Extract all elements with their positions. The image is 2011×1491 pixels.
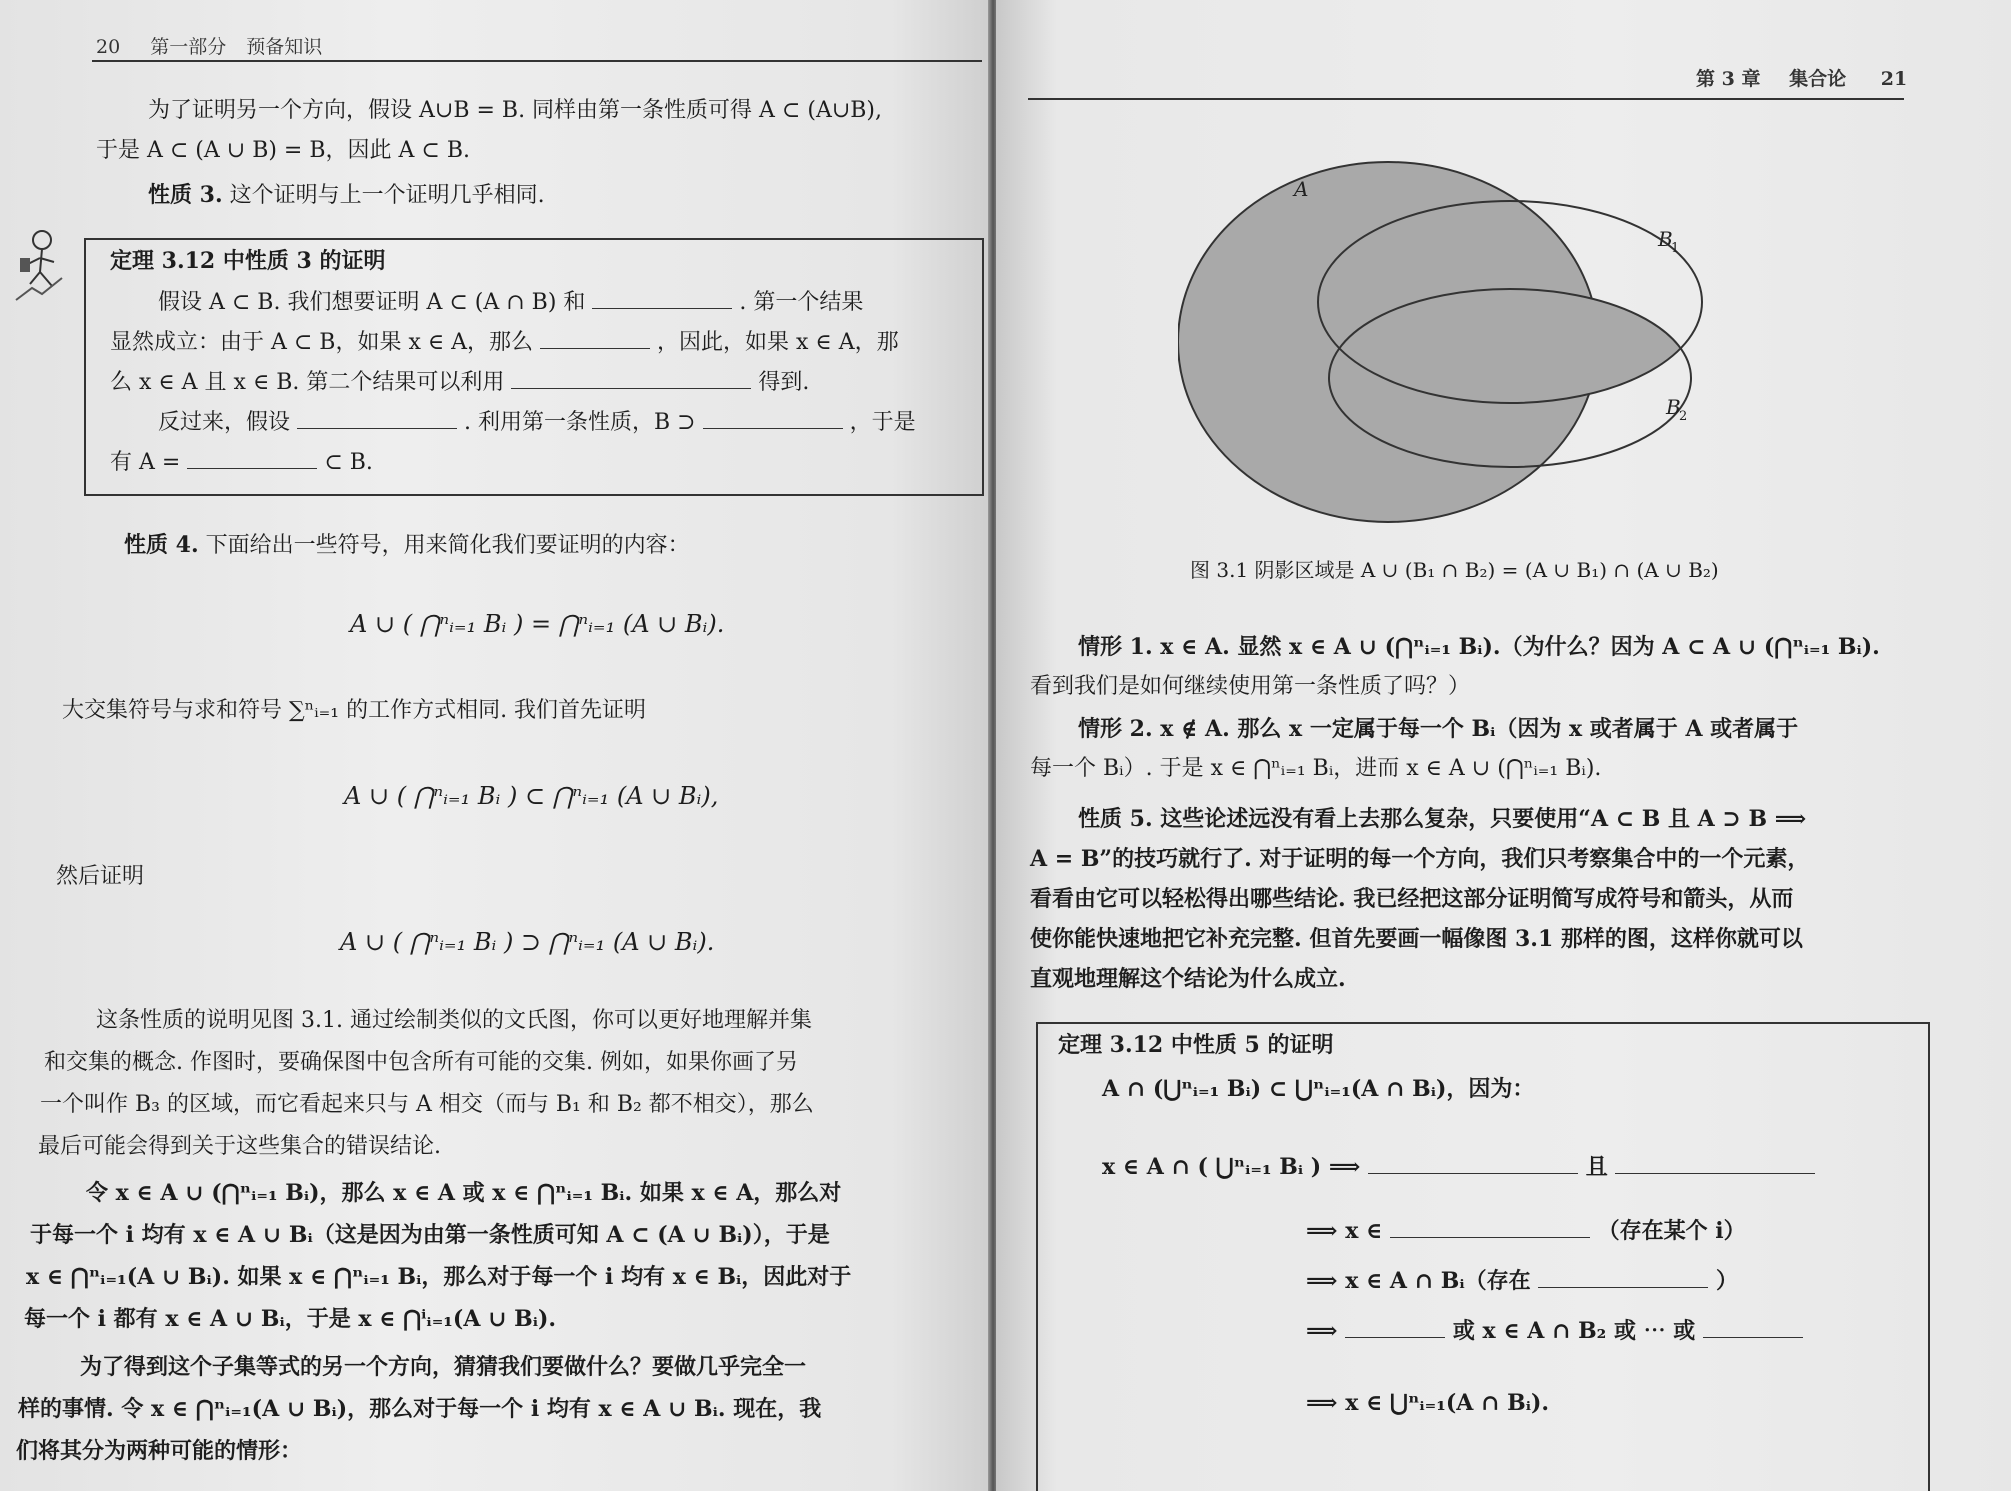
equation-2: A ∪ ( ⋂ⁿᵢ₌₁ Bᵢ ) ⊂ ⋂ⁿᵢ₌₁ (A ∪ Bᵢ),: [344, 782, 719, 810]
box-line: 假设 A ⊂ B. 我们想要证明 A ⊂ (A ∩ B) 和 . 第一个结果: [158, 290, 864, 315]
proof-step: x ∈ A ∩ ( ⋃ⁿᵢ₌₁ Bᵢ ) ⟹ 且: [1102, 1152, 1815, 1182]
paragraph-line: 直观地理解这个结论为什么成立.: [1030, 966, 1346, 992]
part-title: 预备知识: [246, 36, 323, 58]
proof-step: ⟹ x ∈ ⋃ⁿᵢ₌₁(A ∩ Bᵢ).: [1306, 1390, 1550, 1416]
paragraph-line: 们将其分为两种可能的情形：: [16, 1438, 303, 1464]
climber-icon: [12, 228, 70, 308]
paragraph-line: 最后可能会得到关于这些集合的错误结论.: [38, 1134, 441, 1159]
proof-box-property-5: [1036, 1022, 1930, 1491]
proof-step: ⟹ x ∈ （存在某个 i）: [1306, 1218, 1746, 1244]
chapter-title: 集合论: [1789, 68, 1847, 90]
box-line: 么 x ∈ A 且 x ∈ B. 第二个结果可以利用 得到.: [110, 370, 810, 395]
paragraph-line: 每一个 i 都有 x ∈ A ∪ Bᵢ，于是 x ∈ ⋂ⁱᵢ₌₁(A ∪ Bᵢ).: [24, 1306, 557, 1332]
header-rule: [1028, 98, 1904, 100]
paragraph-line: 看到我们是如何继续使用第一条性质了吗？）: [1030, 674, 1471, 699]
left-page: [0, 0, 990, 1491]
box-claim: A ∩ (⋃ⁿᵢ₌₁ Bᵢ) ⊂ ⋃ⁿᵢ₌₁(A ∩ Bᵢ)，因为：: [1102, 1076, 1535, 1102]
paragraph-line: 情形 1. x ∈ A. 显然 x ∈ A ∪ (⋂ⁿᵢ₌₁ Bᵢ).（为什么？因为 A ⊂ A ∪ (⋂ⁿᵢ₌₁ Bᵢ).: [1078, 634, 1880, 660]
proof-step: ⟹ x ∈ A ∩ Bᵢ（存在 ）: [1306, 1268, 1738, 1294]
fill-in-blank[interactable]: [297, 408, 457, 429]
equation-1: A ∪ ( ⋂ⁿᵢ₌₁ Bᵢ ) = ⋂ⁿᵢ₌₁ (A ∪ Bᵢ).: [350, 610, 725, 638]
fill-in-blank[interactable]: [1703, 1317, 1803, 1338]
paragraph-line: 这条性质的说明见图 3.1. 通过绘制类似的文氏图，你可以更好地理解并集: [96, 1008, 812, 1033]
page-number: 21: [1880, 68, 1908, 90]
paragraph-line: x ∈ ⋂ⁿᵢ₌₁(A ∪ Bᵢ). 如果 x ∈ ⋂ⁿᵢ₌₁ Bᵢ，那么对于每一个 i 均有 x ∈ Bᵢ，因此对于: [26, 1264, 852, 1290]
venn-label-B1: B: [1658, 227, 1673, 251]
fill-in-blank[interactable]: [1368, 1153, 1578, 1174]
page-header-right: [1696, 64, 1907, 91]
venn-label-B1-sub: 1: [1671, 241, 1680, 256]
property-text: 这个证明与上一个证明几乎相同.: [229, 183, 545, 208]
right-page: [996, 0, 2011, 1491]
box-line: 有 A = ⊂ B.: [110, 450, 373, 475]
paragraph-line: 为了得到这个子集等式的另一个方向，猜猜我们要做什么？要做几乎完全一: [80, 1354, 807, 1380]
fill-in-blank[interactable]: [1390, 1217, 1590, 1238]
figure-caption: 图 3.1 阴影区域是 A ∪ (B₁ ∩ B₂) = (A ∪ B₁) ∩ (A ∪ B₂): [1190, 558, 1719, 582]
property-text: 下面给出一些符号，用来简化我们要证明的内容：: [205, 533, 690, 558]
paragraph-line: 每一个 Bᵢ）. 于是 x ∈ ⋂ⁿᵢ₌₁ Bᵢ，进而 x ∈ A ∪ (⋂ⁿᵢ₌₁ Bᵢ).: [1030, 756, 1602, 781]
property-label: 性质 3.: [148, 182, 223, 208]
venn-label-B2-sub: 2: [1679, 409, 1688, 424]
paragraph-line: 然后证明: [56, 864, 145, 889]
paragraph-line: 看看由它可以轻松得出哪些结论. 我已经把这部分证明简写成符号和箭头，从而: [1030, 886, 1794, 912]
fill-in-blank[interactable]: [187, 448, 317, 469]
paragraph-line: 情形 2. x ∉ A. 那么 x 一定属于每一个 Bᵢ（因为 x 或者属于 A 或者属于: [1078, 716, 1799, 742]
chapter-label: 第 3 章: [1696, 68, 1761, 90]
paragraph-line: 样的事情. 令 x ∈ ⋂ⁿᵢ₌₁(A ∪ Bᵢ)，那么对于每一个 i 均有 x ∈ A ∪ Bᵢ. 现在，我: [18, 1396, 822, 1422]
equation-3: A ∪ ( ⋂ⁿᵢ₌₁ Bᵢ ) ⊃ ⋂ⁿᵢ₌₁ (A ∪ Bᵢ).: [340, 928, 715, 956]
page-number: 20: [96, 36, 121, 58]
fill-in-blank[interactable]: [592, 288, 732, 309]
box-title: 定理 3.12 中性质 5 的证明: [1058, 1032, 1334, 1058]
property-label: 性质 4.: [124, 532, 199, 558]
fill-in-blank[interactable]: [1538, 1267, 1708, 1288]
paragraph-line: 性质 5. 这些论述远没有看上去那么复杂，只要使用“A ⊂ B 且 A ⊃ B ⟹: [1078, 806, 1807, 832]
venn-diagram: [1178, 160, 1758, 530]
box-title: 定理 3.12 中性质 3 的证明: [110, 248, 386, 274]
fill-in-blank[interactable]: [540, 328, 650, 349]
header-rule: [92, 60, 982, 62]
paragraph-line: 大交集符号与求和符号 ∑ⁿᵢ₌₁ 的工作方式相同. 我们首先证明: [62, 698, 647, 723]
fill-in-blank[interactable]: [703, 408, 843, 429]
paragraph-line: 使你能快速地把它补充完整. 但首先要画一幅像图 3.1 那样的图，这样你就可以: [1030, 926, 1803, 952]
box-line: 显然成立：由于 A ⊂ B，如果 x ∈ A，那么 ，因此，如果 x ∈ A，那: [110, 330, 899, 355]
paragraph-line: 和交集的概念. 作图时，要确保图中包含所有可能的交集. 例如，如果你画了另: [44, 1050, 798, 1075]
proof-step: ⟹ 或 x ∈ A ∩ B₂ 或 ⋯ 或: [1306, 1316, 1803, 1346]
fill-in-blank[interactable]: [1345, 1317, 1445, 1338]
page-header-left: [96, 32, 322, 59]
proof-box-property-3: [84, 238, 984, 496]
paragraph-line: 一个叫作 B₃ 的区域，而它看起来只与 A 相交（而与 B₁ 和 B₂ 都不相交），那么: [40, 1092, 814, 1117]
box-line: 反过来，假设 . 利用第一条性质，B ⊃ ，于是: [158, 410, 916, 435]
paragraph-line: 于每一个 i 均有 x ∈ A ∪ Bᵢ（这是因为由第一条性质可知 A ⊂ (A ∪ Bᵢ)），于是: [30, 1222, 830, 1248]
venn-label-B2: B: [1666, 395, 1681, 419]
fill-in-blank[interactable]: [1615, 1153, 1815, 1174]
property-4: [124, 530, 690, 561]
part-label: 第一部分: [150, 36, 227, 58]
paragraph-line: 于是 A ⊂ (A ∪ B) = B，因此 A ⊂ B.: [96, 138, 470, 163]
paragraph-line: 为了证明另一个方向，假设 A∪B = B. 同样由第一条性质可得 A ⊂ (A∪B),: [148, 98, 883, 123]
fill-in-blank[interactable]: [511, 368, 751, 389]
property-3: [148, 180, 545, 211]
paragraph-line: 令 x ∈ A ∪ (⋂ⁿᵢ₌₁ Bᵢ)，那么 x ∈ A 或 x ∈ ⋂ⁿᵢ₌₁ Bᵢ. 如果 x ∈ A，那么对: [86, 1180, 842, 1206]
paragraph-line: A = B”的技巧就行了. 对于证明的每一个方向，我们只考察集合中的一个元素，: [1030, 846, 1810, 872]
venn-label-A: A: [1294, 177, 1309, 201]
